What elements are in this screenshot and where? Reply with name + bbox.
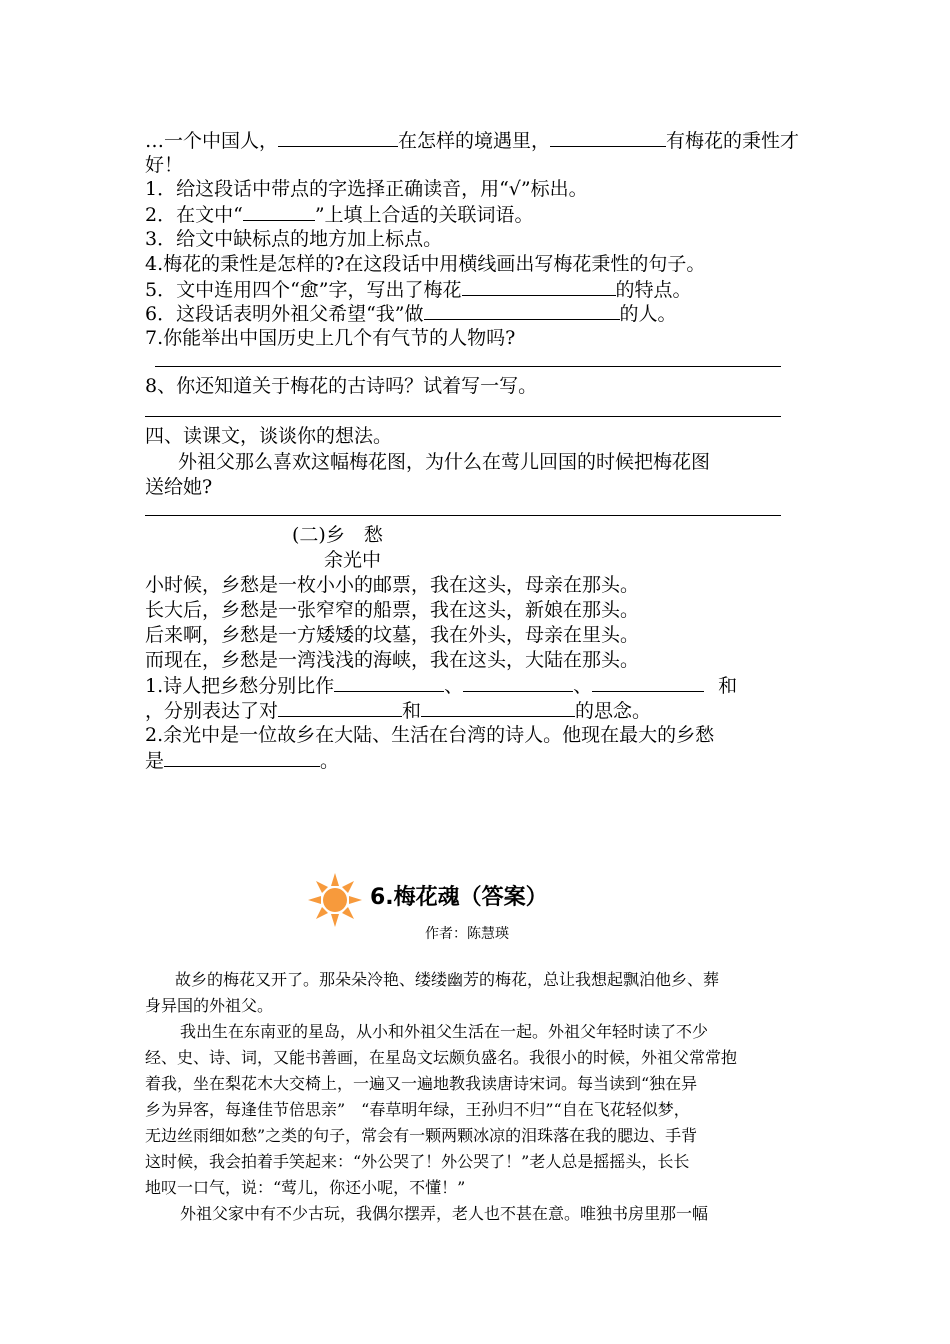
body-text: 经、史、诗、词，又能书善画，在星岛文坛颇负盛名。我很小的时候，外祖父常常抱 — [145, 1048, 738, 1067]
poem-question-2 — [145, 723, 714, 747]
question-6 — [145, 301, 677, 326]
question-text: 5．文中连用四个“愈”字，写出了梅花 — [145, 279, 462, 301]
separator: 、 — [444, 675, 464, 697]
body-text: 我出生在东南亚的星岛，从小和外祖父生活在一起。外祖父年轻时读了不少 — [180, 1022, 709, 1041]
question-text: 是 — [145, 750, 165, 772]
passage-text: …一个中国人， — [145, 130, 279, 152]
answer-title-text: 6.梅花魂（答案） — [370, 885, 548, 910]
question-text: 的思念。 — [575, 700, 652, 722]
prompt-text: 外祖父那么喜欢这幅梅花图，为什么在莺儿回国的时候把梅花图 — [178, 451, 711, 473]
body-text: 故乡的梅花又开了。那朵朵冷艳、缕缕幽芳的梅花，总让我想起飘泊他乡、葬 — [175, 970, 720, 989]
question-1 — [145, 177, 588, 201]
poem-author-text: 余光中 — [324, 549, 382, 571]
body-text: 身异国的外祖父。 — [145, 996, 274, 1015]
poem-line — [145, 623, 639, 647]
poem-question-1-line-2 — [145, 698, 651, 723]
question-text: 的特点。 — [615, 279, 692, 301]
question-text: 8、你还知道关于梅花的古诗吗？试着写一写。 — [145, 375, 538, 397]
conjunction: 和 — [402, 700, 422, 722]
blank-q2[interactable] — [243, 202, 315, 221]
blank-q6[interactable] — [424, 301, 620, 320]
conjunction: 和 — [718, 675, 738, 697]
answer-line-q7[interactable] — [155, 366, 781, 367]
heading-text: 四、读课文，谈谈你的想法。 — [145, 425, 393, 447]
body-line — [145, 1072, 697, 1096]
body-line — [145, 994, 273, 1018]
blank-poem-5[interactable] — [421, 698, 575, 717]
question-text: 2.余光中是一位故乡在大陆、生活在台湾的诗人。他现在最大的乡愁 — [145, 724, 715, 746]
question-8 — [145, 374, 537, 398]
poem-line-text: 后来啊，乡愁是一方矮矮的坟墓，我在外头，母亲在里头。 — [145, 624, 640, 646]
passage-line-2 — [145, 153, 183, 177]
body-text: 乡为异客，每逢佳节倍思亲” “春草明年绿，王孙归不归”“自在飞花轻似梦， — [145, 1100, 690, 1119]
blank-q5[interactable] — [462, 277, 616, 296]
question-4 — [145, 252, 705, 276]
passage-text: 在怎样的境遇里， — [398, 130, 551, 152]
blank-poem-3[interactable] — [592, 673, 704, 692]
passage-text: 有梅花的秉性才 — [666, 130, 800, 152]
answer-author-text: 作者：陈慧瑛 — [425, 926, 509, 942]
poem-question-1 — [145, 673, 737, 698]
question-text: 1．给这段话中带点的字选择正确读音，用“√”标出。 — [145, 178, 588, 200]
poem-author — [324, 548, 381, 572]
blank-1[interactable] — [278, 128, 398, 147]
body-line — [145, 1150, 689, 1174]
question-text: 。 — [320, 750, 340, 772]
passage-text: 好！ — [145, 154, 184, 176]
blank-poem-1[interactable] — [334, 673, 444, 692]
question-2 — [145, 202, 534, 227]
blank-2[interactable] — [550, 128, 666, 147]
body-line — [145, 1046, 737, 1070]
body-line — [180, 1020, 708, 1044]
answer-line-q8[interactable] — [145, 416, 781, 417]
poem-line-text: 长大后，乡愁是一张窄窄的船票，我在这头，新娘在那头。 — [145, 599, 640, 621]
question-5 — [145, 277, 692, 302]
poem-line — [145, 573, 639, 597]
poem-title-text: (二)乡 愁 — [292, 524, 383, 546]
question-text: 3．给文中缺标点的地方加上标点。 — [145, 228, 443, 250]
question-text: 4.梅花的秉性是怎样的?在这段话中用横线画出写梅花秉性的句子。 — [145, 253, 706, 275]
section-4-prompt-2 — [145, 475, 212, 499]
sun-icon — [307, 872, 363, 928]
passage-line-1 — [145, 128, 799, 153]
separator: 、 — [573, 675, 593, 697]
body-line — [145, 1124, 697, 1148]
blank-poem-2[interactable] — [463, 673, 573, 692]
question-text: 6．这段话表明外祖父希望“我”做 — [145, 303, 424, 325]
body-text: 无边丝雨细如愁”之类的句子，常会有一颗两颗冰凉的泪珠落在我的腮边、手背 — [145, 1126, 698, 1145]
blank-poem-4[interactable] — [278, 698, 402, 717]
question-3 — [145, 227, 442, 251]
blank-poem-6[interactable] — [164, 748, 320, 767]
question-text: ”上填上合适的关联词语。 — [314, 204, 534, 226]
poem-title — [292, 523, 383, 547]
body-text: 着我，坐在梨花木大交椅上，一遍又一遍地教我读唐诗宋词。每当读到“独在异 — [145, 1074, 698, 1093]
body-text: 地叹一口气，说：“莺儿，你还小呢，不懂！” — [145, 1178, 466, 1197]
prompt-text: 送给她? — [145, 476, 213, 498]
question-text: 7.你能举出中国历史上几个有气节的人物吗? — [145, 327, 516, 349]
poem-question-2-line-2 — [145, 748, 339, 773]
question-text: 2．在文中“ — [145, 204, 243, 226]
body-line — [145, 1176, 465, 1200]
poem-line-text: 小时候，乡愁是一枚小小的邮票，我在这头，母亲在那头。 — [145, 574, 640, 596]
body-text: 这时候，我会拍着手笑起来：“外公哭了！外公哭了！”老人总是摇摇头，长长 — [145, 1152, 690, 1171]
section-4-heading — [145, 424, 392, 448]
body-line — [145, 1098, 690, 1122]
poem-line — [145, 648, 639, 672]
question-text: 1.诗人把乡愁分别比作 — [145, 675, 335, 697]
section-4-prompt-1 — [178, 450, 710, 474]
answer-title — [370, 884, 548, 912]
body-line — [175, 968, 719, 992]
poem-line — [145, 598, 639, 622]
body-text: 外祖父家中有不少古玩，我偶尔摆弄，老人也不甚在意。唯独书房里那一幅 — [180, 1204, 709, 1223]
answer-line-section-4[interactable] — [145, 515, 781, 516]
question-7 — [145, 326, 515, 350]
answer-author — [425, 924, 509, 944]
poem-line-text: 而现在，乡愁是一湾浅浅的海峡，我在这头，大陆在那头。 — [145, 649, 640, 671]
body-line — [180, 1202, 708, 1226]
question-text: 的人。 — [619, 303, 677, 325]
question-text: ，分别表达了对 — [145, 700, 279, 722]
